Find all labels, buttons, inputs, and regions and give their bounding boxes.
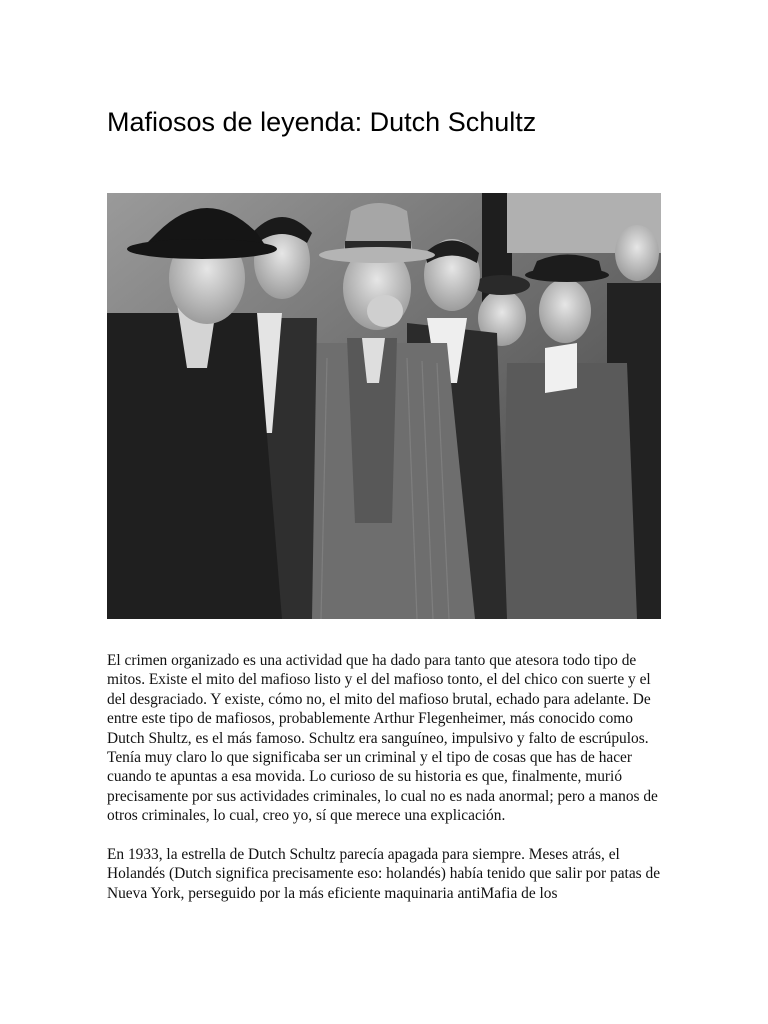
article-body bbox=[107, 651, 662, 923]
paragraph-1: El crimen organizado es una actividad que ha dado para tanto que atesora todo tipo de mitos. Existe el mito del mafioso listo y el del mafioso tonto, el del chico con suerte y el del desgraciado. Y existe, cómo no, el mito del mafioso brutal, echado para adelante. De entre este tipo de mafiosos, probablemente Arthur Flegenheimer, más conocido como Dutch Shultz, es el más famoso. Schultz era sanguíneo, impulsivo y falto de escrúpulos. Tenía muy claro lo que significaba ser un criminal y el tipo de cosas que has de hacer cuando te apuntas a esa movida. Lo curioso de su historia es que, finalmente, murió precisamente por sus actividades criminales, lo cual no es nada anormal; pero a manos de otros criminales, lo cual, creo yo, sí que merece una explicación. bbox=[107, 652, 658, 825]
paragraph-2: En 1933, la estrella de Dutch Schultz parecía apagada para siempre. Meses atrás, el Holandés (Dutch significa precisamente eso: holandés) había tenido que salir por patas de Nueva York, perseguido por la más eficiente maquinaria antiMafia de los bbox=[107, 846, 661, 902]
article-photo bbox=[107, 193, 661, 619]
photo-illustration bbox=[107, 193, 661, 619]
page-title: Mafiosos de leyenda: Dutch Schultz bbox=[107, 107, 537, 137]
